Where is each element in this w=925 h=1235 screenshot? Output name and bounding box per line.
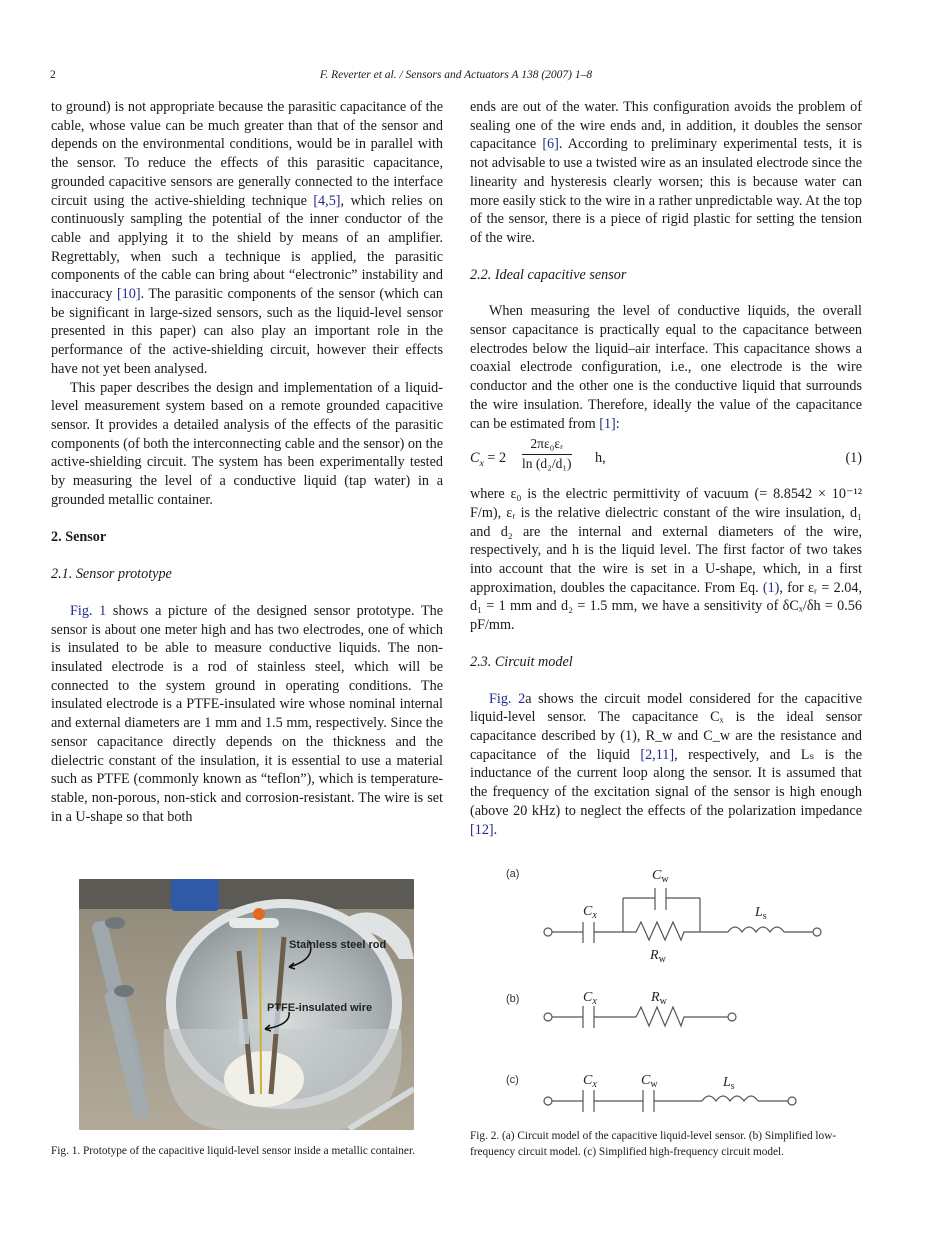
section-heading: 2. Sensor (51, 529, 107, 546)
svg-text:Cw: $C_w$ (652, 868, 669, 885)
subsection-heading: 2.1. Sensor prototype (51, 566, 172, 583)
figure-link[interactable]: Fig. 1 (70, 602, 107, 619)
citation-link[interactable]: [4,5] (313, 192, 341, 209)
label-stainless-steel-rod: Stainless steel rod (289, 939, 387, 951)
paragraph: Fig. 1 shows a picture of the designed sensor prototype. The sensor is about one meter high and has two electrodes, one of which is insulated to be able to measure conductive liquids. The non-insulated electrode is a rod of stainless steel, which will be connected to the system ground in operating conditions. The insulated electrode is a PTFE-insulated wire whose nominal internal and external diameters are 1 mm and 1.5 mm, respectively. Since the sensor capacitance directly depends on the thickness and the dielectric constant of the insulation, it is essential to use a material such as PTFE (commonly known as “teflon”), which is temperature-stable, non-porous, non-stick and corrosion-resistant. The wire is set in a U-shape so that both (51, 602, 444, 825)
figure-1-photo (79, 879, 414, 1130)
equation-link[interactable]: (1) (762, 579, 780, 596)
citation-link[interactable]: [10] (116, 286, 141, 303)
svg-text:Cx: $C_x$ (583, 904, 597, 921)
paragraph: ends are out of the water. This configuration avoids the problem of sealing one of the wire ends and, in addition, it doubles the sensor capacitance [6]. According to preliminary experimental tests, it is not advisable to use a twisted wire as an insulated electrode since the linearity and hysteresis clearly worsen; this is because water can more easily stick to the wire in a rather unpredictable way. At the top of the sensor, there is a piece of rigid plastic for setting the tension of the wire. (470, 99, 862, 246)
label-ptfe-wire: PTFE-insulated wire (267, 1002, 373, 1014)
left-column (51, 98, 443, 826)
svg-text:Ls: $L_s$ (755, 905, 767, 922)
equation-fraction: $\frac{\text{2πε₀εᵣ}}{\text{ln (d₂/d₁)}}$ (522, 436, 572, 471)
subsection-heading: 2.2. Ideal capacitive sensor (470, 266, 627, 283)
citation-link[interactable]: [2,11] (640, 746, 675, 763)
paragraph: Fig. 2a shows the circuit model considered for the capacitive liquid-level sensor. The capacitance Cₓ is the ideal sensor capacitance described by (1), R_w and C_w are the resistance and capacitance of the liquid [2,11], respectively, and Lₛ is the inductance of the current loop along the sensor. It is assumed that the frequency of the excitation signal of the sensor is high enough (above 20 kHz) to neglect the effects of the polarization impedance [12]. (470, 690, 862, 838)
citation-link[interactable]: [12] (470, 821, 494, 838)
equation-1: $C_x = 2$ $\frac{\text{2πε₀εᵣ}}{\text{ln (d₂/d₁)}}$ h, (1) (470, 435, 862, 481)
svg-text:Cx: $C_x$ (583, 1073, 597, 1090)
panel-label-c: (c) (506, 1074, 519, 1086)
svg-text:Ls: $L_s$ (723, 1075, 735, 1092)
panel-label-a: (a) (506, 868, 520, 880)
equation-number: (1) (845, 450, 862, 467)
paragraph: When measuring the level of conductive liquids, the overall sensor capacitance is practically equal to the capacitance between electrodes below the liquid–air interface. This capacitance shows a coaxial electrode configuration, i.e., one electrode is the wire conductor and the other one is the conductive liquid that surrounds the wire insulation. Therefore, ideally the value of the capacitance can be estimated from [1]: (470, 303, 862, 432)
figure-1-caption: Fig. 1. Prototype of the capacitive liquid-level sensor inside a metallic container. (51, 1145, 415, 1157)
running-title: F. Reverter et al. / Sensors and Actuators A 138 (2007) 1–8 (319, 69, 593, 81)
paragraph: This paper describes the design and implementation of a liquid-level measurement system based on a remote grounded capacitive sensor. It provides a detailed analysis of the effects of the parasitic components (of both the interconnecting cable and the sensor) on the active-shielding circuit. The system has been experimentally tested by measuring the level of a conductive liquid (tap water) in a grounded metallic container. (51, 379, 443, 508)
panel-label-b: (b) (506, 993, 520, 1005)
svg-text:Rw: $R_w$ (651, 990, 667, 1007)
paragraph: to ground) is not appropriate because the parasitic capacitance of the cable, whose value can be much greater than that of the sensor and depends on the environmental conditions, would be in parallel with the sensor. To reduce the effects of this parasitic capacitance, grounded capacitive sensors are generally connected to the interface circuit using the active-shielding technique [4,5], which relies on continuously sampling the potential of the inner conductor of the cable and applying it to the shield by means of an amplifier. Regrettably, when such a technique is applied, the parasitic components of the cable can bring about “electronic” instability and inaccuracy [10]. The parasitic components of the sensor (which can be significant in large-sized sensors, such as the liquid-level sensor presented in this paper) can also play an important role in the performance of the active-shielding circuit, however their effects have not yet been analysed. (51, 99, 444, 377)
paragraph: where ε₀ is the electric permittivity of vacuum (= 8.8542 × 10⁻¹² F/m), εᵣ is the relative dielectric constant of the wire insulation, d₁ and d₂ are the internal and external diameters of the wire, respectively, and h is the liquid level. The first factor of two takes into account that the wire is set in a U-shape, which, in a first approximation, doubles the capacitance. From Eq. (1), for εᵣ = 2.04, d₁ = 1 mm and d₂ = 1.5 mm, we have a sensitivity of δCₓ/δh = 0.56 pF/mm. (470, 486, 862, 634)
figure-2-circuits (500, 860, 840, 1120)
sensor-prototype-photo (79, 879, 414, 1130)
svg-text:Cw: $C_w$ (641, 1073, 658, 1090)
citation-link[interactable]: [1] (599, 415, 616, 432)
circuit-c (544, 1090, 796, 1112)
svg-text:Cx: $C_x$ (583, 990, 597, 1007)
circuit-b (544, 1006, 736, 1028)
page-number: 2 (50, 69, 56, 81)
figure-link[interactable]: Fig. 2 (489, 690, 526, 707)
svg-text:Rw: $R_w$ (650, 948, 666, 965)
citation-link[interactable]: [6] (542, 136, 559, 153)
right-column (470, 98, 862, 839)
figure-2-caption: Fig. 2. (a) Circuit model of the capacitive liquid-level sensor. (b) Simplified low-frequency circuit model. (c) Simplified high-frequency circuit model. (470, 1130, 837, 1158)
subsection-heading: 2.3. Circuit model (470, 653, 573, 670)
